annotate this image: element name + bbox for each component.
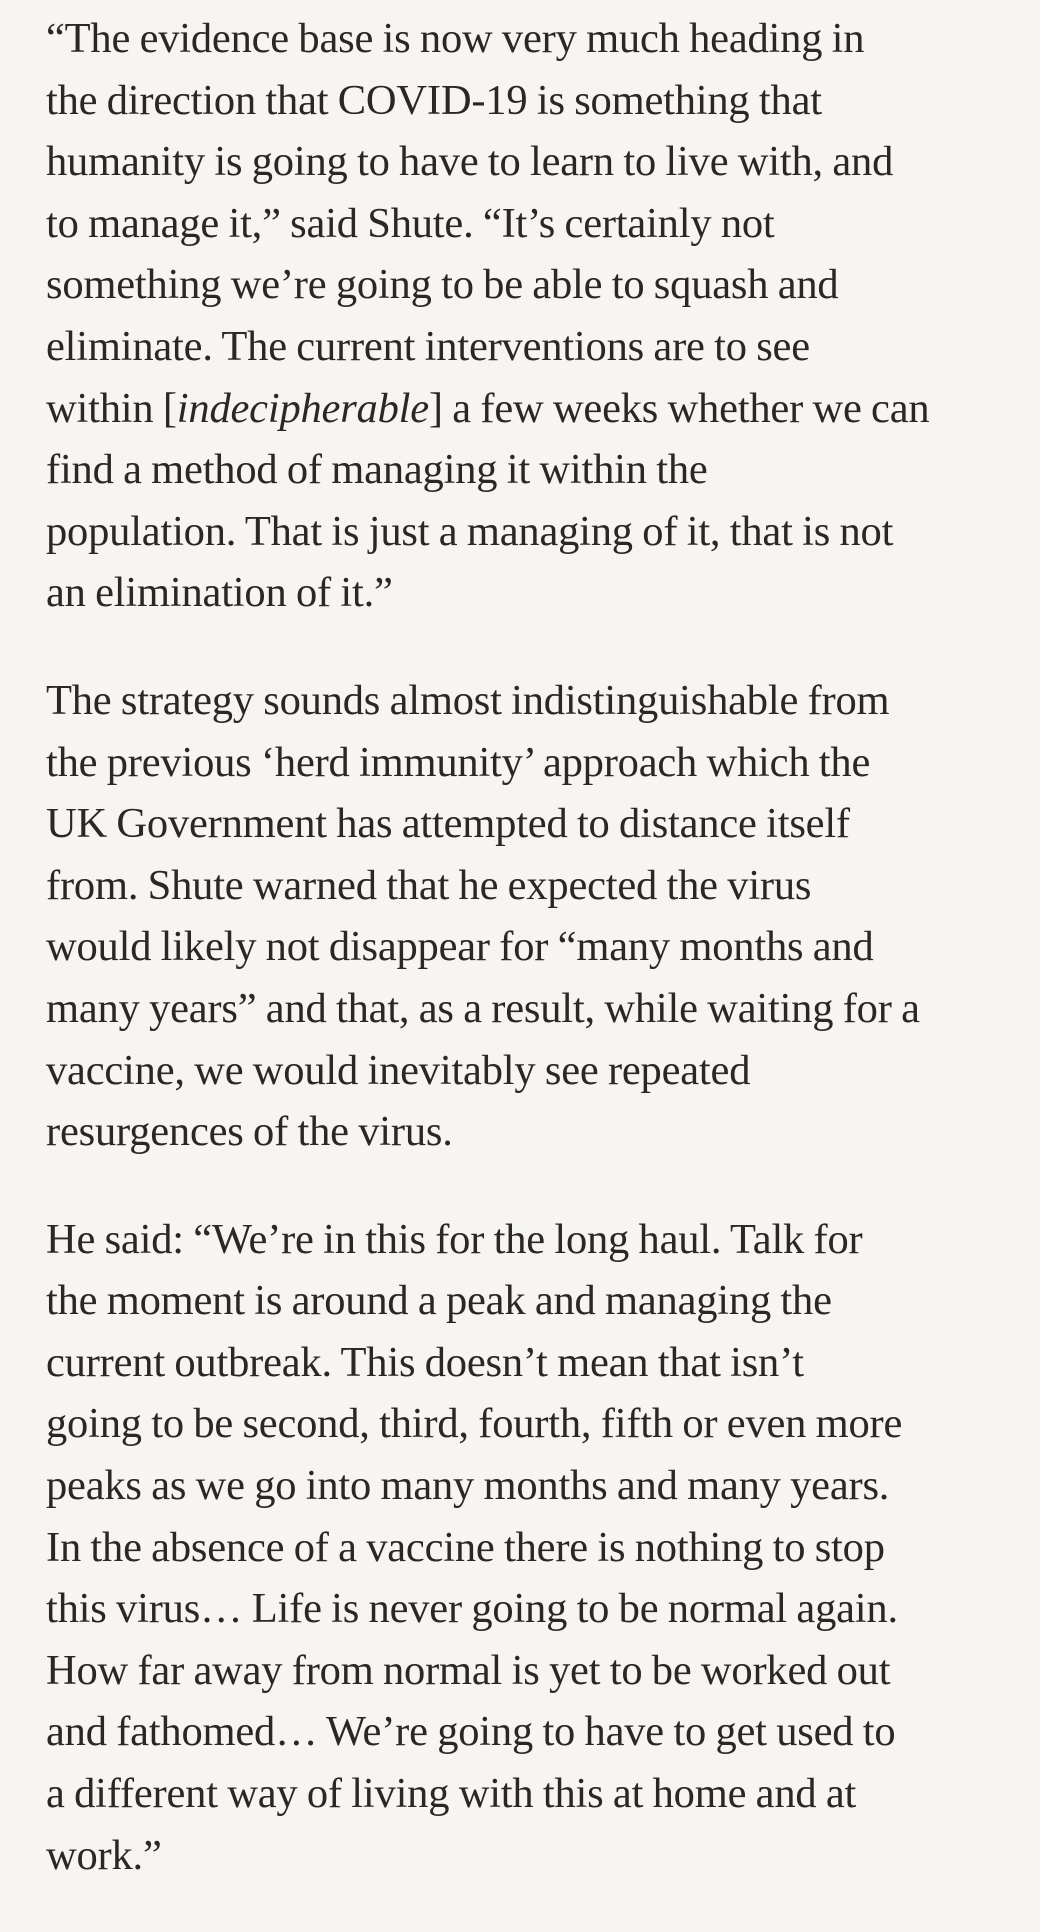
text-segment: ] a few weeks whether we can: [428, 384, 930, 432]
text-line: The strategy sounds almost indistinguishable from: [46, 676, 890, 724]
text-line: the direction that COVID-19 is something that: [46, 76, 822, 124]
quote-paragraph-shute-evidence: [46, 8, 1036, 624]
text-line: from. Shute warned that he expected the virus: [46, 861, 812, 909]
text-line: “The evidence base is now very much heading in: [46, 15, 865, 62]
text-line: peaks as we go into many months and many years.: [46, 1462, 890, 1510]
text-line: current outbreak. This doesn’t mean that isn’t: [46, 1338, 804, 1386]
text-line: vaccine, we would inevitably see repeated: [46, 1046, 751, 1094]
text-line: something we’re going to be able to squash and: [46, 261, 839, 309]
text-line: resurgences of the virus.: [46, 1108, 453, 1156]
text-line: find a method of managing it within the: [46, 446, 708, 494]
text-line: going to be second, third, fourth, fifth or even more: [46, 1400, 903, 1448]
text-line-with-editorial-note: [46, 378, 1036, 440]
text-line: to manage it,” said Shute. “It’s certainly not: [46, 199, 775, 247]
text-line: a different way of living with this at home and at: [46, 1770, 857, 1818]
text-line: would likely not disappear for “many months and: [46, 923, 874, 971]
text-line: population. That is just a managing of it, that is not: [46, 507, 894, 555]
paragraph-herd-immunity: [46, 670, 1036, 1163]
text-line: work.”: [46, 1831, 162, 1879]
text-line: eliminate. The current interventions are to see: [46, 322, 810, 370]
text-line: He said: “We’re in this for the long haul. Talk for: [46, 1215, 863, 1263]
text-line: the moment is around a peak and managing the: [46, 1277, 832, 1325]
text-line: UK Government has attempted to distance itself: [46, 800, 850, 848]
text-line: and fathomed… We’re going to have to get used to: [46, 1708, 896, 1756]
text-line: the previous ‘herd immunity’ approach which the: [46, 738, 871, 786]
text-line: humanity is going to have to learn to live with, and: [46, 138, 894, 186]
text-segment: within [: [46, 384, 177, 432]
text-line: this virus… Life is never going to be normal again.: [46, 1585, 898, 1633]
quote-paragraph-long-haul: [46, 1209, 1036, 1887]
text-line: many years” and that, as a result, while waiting for a: [46, 984, 920, 1032]
text-line: In the absence of a vaccine there is nothing to stop: [46, 1523, 885, 1571]
editorial-note-italic: indecipherable: [176, 384, 429, 432]
article-body: [46, 8, 1036, 1932]
text-line: How far away from normal is yet to be worked out: [46, 1646, 891, 1694]
text-line: an elimination of it.”: [46, 569, 393, 617]
